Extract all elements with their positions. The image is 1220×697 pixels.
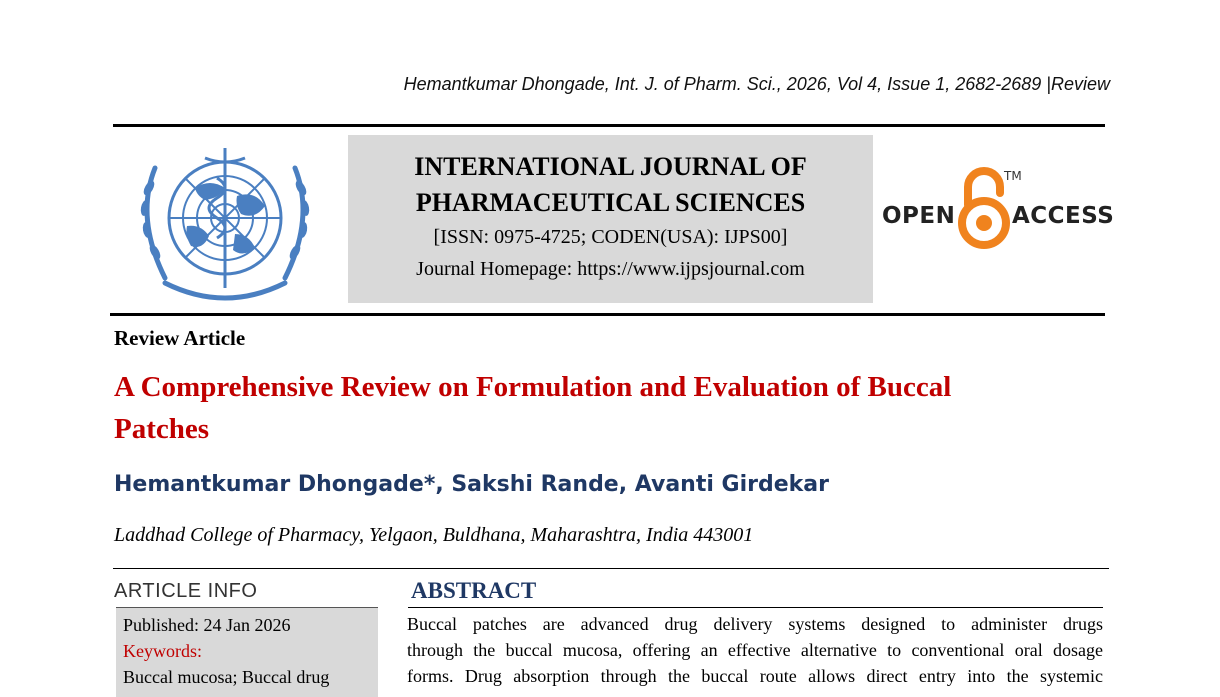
abstract-text [407,611,1103,689]
authors: Hemantkumar Dhongade*, Sakshi Rande, Avanti Girdekar [114,472,829,497]
keywords-text: Buccal mucosa; Buccal drug [123,667,330,687]
affiliation: Laddhad College of Pharmacy, Yelgaon, Buldhana, Maharashtra, India 443001 [114,524,754,546]
header-bottom-rule [110,313,1105,316]
header-top-rule [113,124,1105,127]
article-title-line1: A Comprehensive Review on Formulation and Evaluation of Buccal [114,371,952,403]
journal-issn: [ISSN: 0975-4725; CODEN(USA): IJPS00] [433,226,788,248]
open-access-access-text: ACCESS [1012,203,1115,229]
abstract-line: through the buccal mucosa, offering an effective alternative to conventional oral dosage [407,640,1103,660]
open-access-open-text: OPEN [882,203,956,229]
article-info-box [116,607,378,697]
open-access-badge [880,165,1115,255]
section-divider [113,568,1109,569]
keywords-label: Keywords: [123,641,202,661]
published-date: Published: 24 Jan 2026 [123,615,291,635]
abstract-line: forms. Drug absorption through the buccal route allows direct entry into the systemic [407,666,1103,686]
article-type: Review Article [114,326,246,350]
journal-homepage: Journal Homepage: https://www.ijpsjournal.com [416,258,805,280]
article-title-line2: Patches [114,413,210,445]
article-info-heading: ARTICLE INFO [114,580,258,602]
journal-name-line1: INTERNATIONAL JOURNAL OF [414,152,807,181]
running-header: Hemantkumar Dhongade, Int. J. of Pharm. Sci., 2026, Vol 4, Issue 1, 2682-2689 |Review [403,74,1110,94]
abstract-line: Buccal patches are advanced drug delivery systems designed to administer drugs [407,614,1103,634]
journal-masthead [348,135,873,303]
journal-name-line2: PHARMACEUTICAL SCIENCES [415,188,806,217]
abstract-heading: ABSTRACT [411,578,537,603]
open-access-tm: TM [1004,169,1022,183]
article-title [114,366,1104,450]
abstract-rule [408,607,1103,608]
journal-logo-icon [125,138,325,306]
